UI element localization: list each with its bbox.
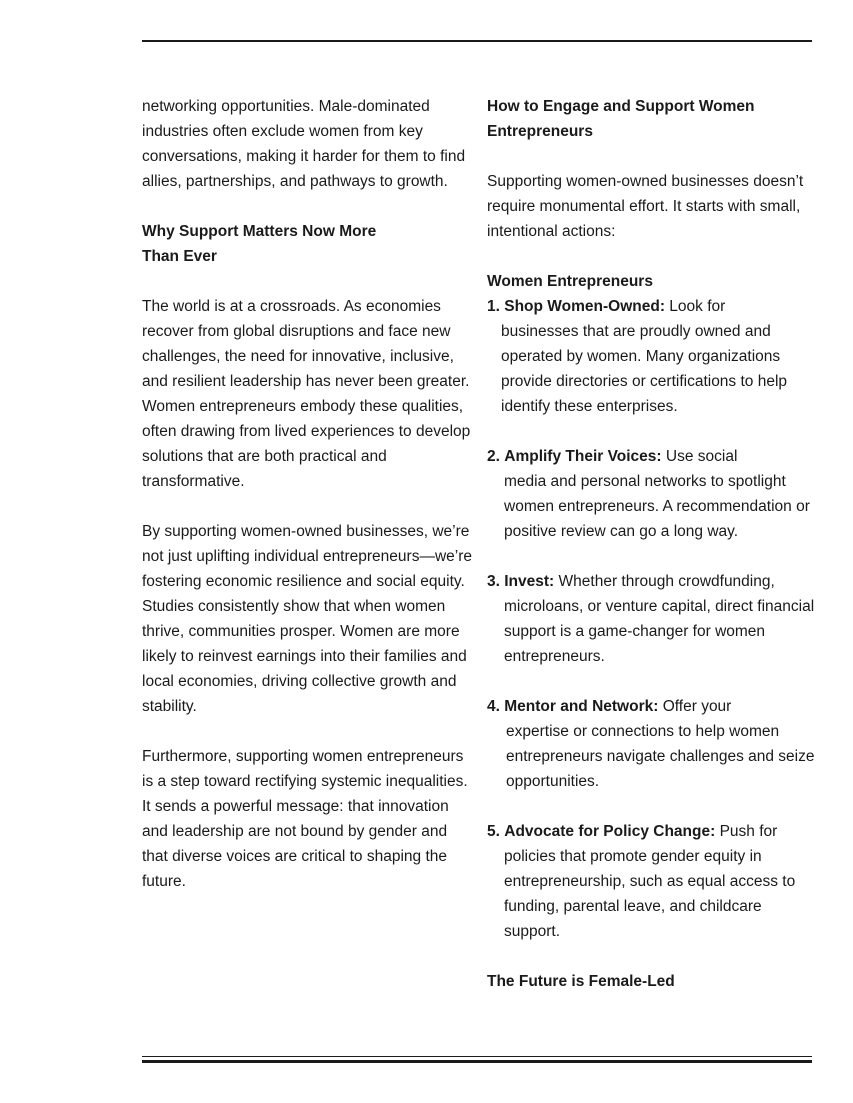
list-body: businesses that are proudly owned and operated by women. Many organizations provide directories or certifications to help identify these enterprises. [501,323,788,415]
heading-engage [487,94,817,144]
list-number: 4. [487,698,500,715]
heading-engage-line1: How to Engage and Support Women [487,98,755,115]
list-number: 1. [487,298,500,315]
list-number: 5. [487,823,500,840]
heading-why-support [142,219,472,269]
list-lead: Advocate for Policy Change: [504,823,716,840]
list-first-line: Offer your [658,698,732,715]
list-first-line: Use social [661,448,738,465]
list-item-advocate [487,819,817,944]
heading-why-support-line1: Why Support Matters Now More [142,223,377,240]
paragraph-supporting: By supporting women-owned businesses, we’re not just uplifting individual entrepreneurs—we’re fostering economic resilience and social equity. Studies consistently show that when women thrive, communities prosper. Women are more likely to reinvest earnings into their families and local economies, driving collective growth and stability. [142,523,472,715]
heading-women-entrepreneurs: Women Entrepreneurs [487,273,653,290]
heading-why-support-line2: Than Ever [142,248,217,265]
list-item-invest [487,569,817,669]
list-item-mentor [487,694,817,794]
list-first-line: Look for [664,298,726,315]
paragraph-networking: networking opportunities. Male-dominated industries often exclude women from key conversations, making it harder for them to find allies, partnerships, and pathways to growth. [142,98,466,190]
list-lead: Invest: [504,573,555,590]
heading-future: The Future is Female-Led [487,973,675,990]
left-column [142,94,472,919]
list-first-line: Whether through crowdfunding, [554,573,775,590]
list-item-shop [487,294,817,419]
heading-engage-line2: Entrepreneurs [487,123,593,140]
paragraph-furthermore: Furthermore, supporting women entrepreneurs is a step toward rectifying systemic inequalities. It sends a powerful message: that innovation and leadership are not bound by gender and that diverse voices are critical to shaping the future. [142,748,468,890]
list-lead: Mentor and Network: [504,698,659,715]
list-number: 3. [487,573,500,590]
list-item-amplify [487,444,817,544]
list-body: expertise or connections to help women entrepreneurs navigate challenges and seize opportunities. [506,723,815,790]
list-lead: Shop Women-Owned: [504,298,665,315]
list-first-line: Push for [715,823,778,840]
list-body: media and personal networks to spotlight women entrepreneurs. A recommendation or positive review can go a long way. [504,473,810,540]
bottom-rule [142,1056,812,1063]
top-rule [142,40,812,42]
paragraph-intro: Supporting women-owned businesses doesn’t require monumental effort. It starts with small, intentional actions: [487,173,804,240]
paragraph-crossroads: The world is at a crossroads. As economies recover from global disruptions and face new challenges, the need for innovative, inclusive, and resilient leadership has never been greater. Women entrepreneurs embody these qualities, often drawing from lived experiences to develop solutions that are both practical and transformative. [142,298,471,490]
list-number: 2. [487,448,500,465]
list-body: microloans, or venture capital, direct financial support is a game-changer for women entrepreneurs. [504,598,815,665]
list-lead: Amplify Their Voices: [504,448,662,465]
list-body: policies that promote gender equity in entrepreneurship, such as equal access to funding, parental leave, and childcare support. [504,848,796,940]
right-column [487,94,817,1019]
